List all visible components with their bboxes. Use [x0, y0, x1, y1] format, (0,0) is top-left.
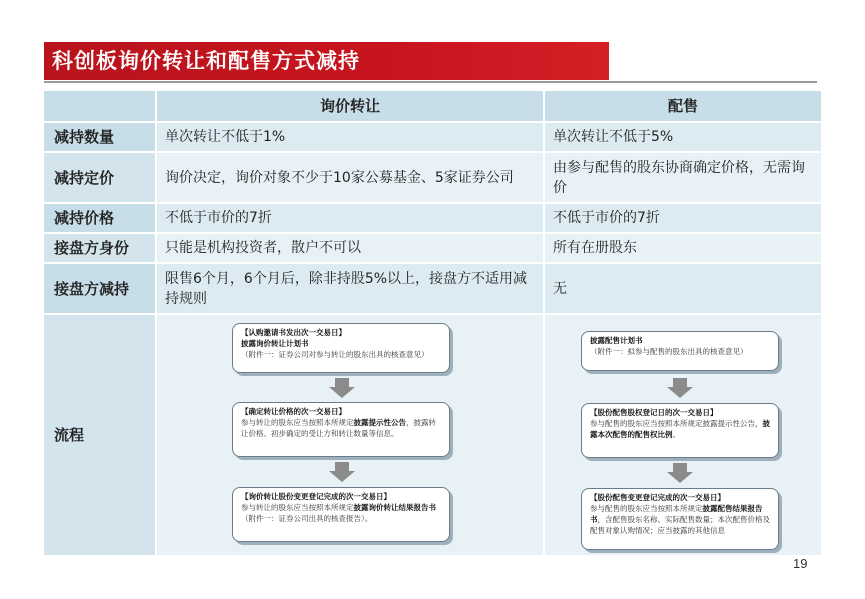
inquiry-flowchart	[157, 315, 543, 555]
page-number: 19	[793, 556, 808, 571]
inquiry-buyer-identity: 只能是机构投资者，散户不可以	[157, 234, 543, 262]
inquiry-step-1-text: （附件一：证券公司对参与转让的股东出具的核查意见）	[241, 350, 429, 359]
placement-step-3-bold: 披露配售结果报告书	[590, 504, 763, 524]
inquiry-step-1	[232, 323, 450, 373]
row-label-buyer-identity: 接盘方身份	[44, 234, 155, 262]
header-inquiry: 询价转让	[157, 91, 543, 121]
placement-step-1-bold: 披露配售计划书	[590, 336, 643, 345]
inquiry-buyer-reduction: 限售6个月，6个月后，除非持股5%以上，接盘方不适用减持规则	[157, 264, 543, 313]
inquiry-step-1-heading: 【认购邀请书发出次一交易日】	[241, 328, 346, 337]
placement-step-2-bold: 披露本次配售的配售权比例	[590, 419, 770, 439]
title-divider	[44, 81, 817, 83]
inquiry-step-3-text-pre: 参与转让的股东应当按照本所规定	[241, 503, 354, 512]
placement-step-2-heading: 【股份配售股权登记日的次一交易日】	[590, 408, 718, 417]
inquiry-quantity: 单次转让不低于1%	[157, 123, 543, 151]
placement-step-3	[581, 488, 779, 550]
placement-step-2-text-pre: 参与配售的股东应当按照本所规定披露提示性公告，	[590, 419, 763, 428]
placement-buyer-identity: 所有在册股东	[545, 234, 821, 262]
inquiry-step-2-text-pre: 参与转让的股东应当按照本所规定	[241, 418, 354, 427]
placement-step-3-text-pre: 参与配售的股东应当按照本所规定	[590, 504, 703, 513]
placement-step-1	[581, 331, 779, 371]
inquiry-step-3-text-post: （附件一：证券公司出具的核查报告）。	[241, 514, 373, 523]
row-label-quantity: 减持数量	[44, 123, 155, 151]
placement-step-2	[581, 403, 779, 458]
row-label-pricing: 减持定价	[44, 153, 155, 202]
inquiry-step-2-heading: 【确定转让价格的次一交易日】	[241, 407, 346, 416]
inquiry-step-1-bold: 披露询价转让计划书	[241, 339, 309, 348]
placement-step-2-text-post: 。	[672, 430, 680, 439]
inquiry-price: 不低于市价的7折	[157, 204, 543, 232]
placement-buyer-reduction: 无	[545, 264, 821, 313]
placement-quantity: 单次转让不低于5%	[545, 123, 821, 151]
row-label-process: 流程	[44, 315, 155, 555]
inquiry-step-2-text-post: ，披露转让价格、初步确定的受让方和转让数量等信息。	[241, 418, 436, 438]
placement-price: 不低于市价的7折	[545, 204, 821, 232]
inquiry-step-3	[232, 487, 450, 542]
inquiry-pricing: 询价决定，询价对象不少于10家公募基金、5家证券公司	[157, 153, 543, 202]
page-title: 科创板询价转让和配售方式减持	[52, 49, 360, 73]
row-label-buyer-reduction: 接盘方减持	[44, 264, 155, 313]
placement-step-3-heading: 【股份配售变更登记完成的次一交易日】	[590, 493, 725, 502]
placement-step-3-text-post: ，含配售股东名称、实际配售数量；本次配售价格及配售对象认购情况；应当披露的其他信息	[590, 515, 770, 535]
row-label-price: 减持价格	[44, 204, 155, 232]
inquiry-step-2	[232, 402, 450, 457]
inquiry-step-2-bold: 披露提示性公告	[353, 418, 406, 427]
placement-flowchart	[545, 315, 821, 555]
inquiry-step-3-bold: 披露询价转让结果报告书	[353, 503, 436, 512]
header-empty	[44, 91, 155, 121]
placement-step-1-text: （附件一：拟参与配售的股东出具的核查意见）	[590, 347, 748, 356]
inquiry-step-3-heading: 【询价转让股份变更登记完成的次一交易日】	[241, 492, 391, 501]
comparison-table	[44, 91, 817, 555]
placement-pricing: 由参与配售的股东协商确定价格，无需询价	[545, 153, 821, 202]
header-placement: 配售	[545, 91, 821, 121]
